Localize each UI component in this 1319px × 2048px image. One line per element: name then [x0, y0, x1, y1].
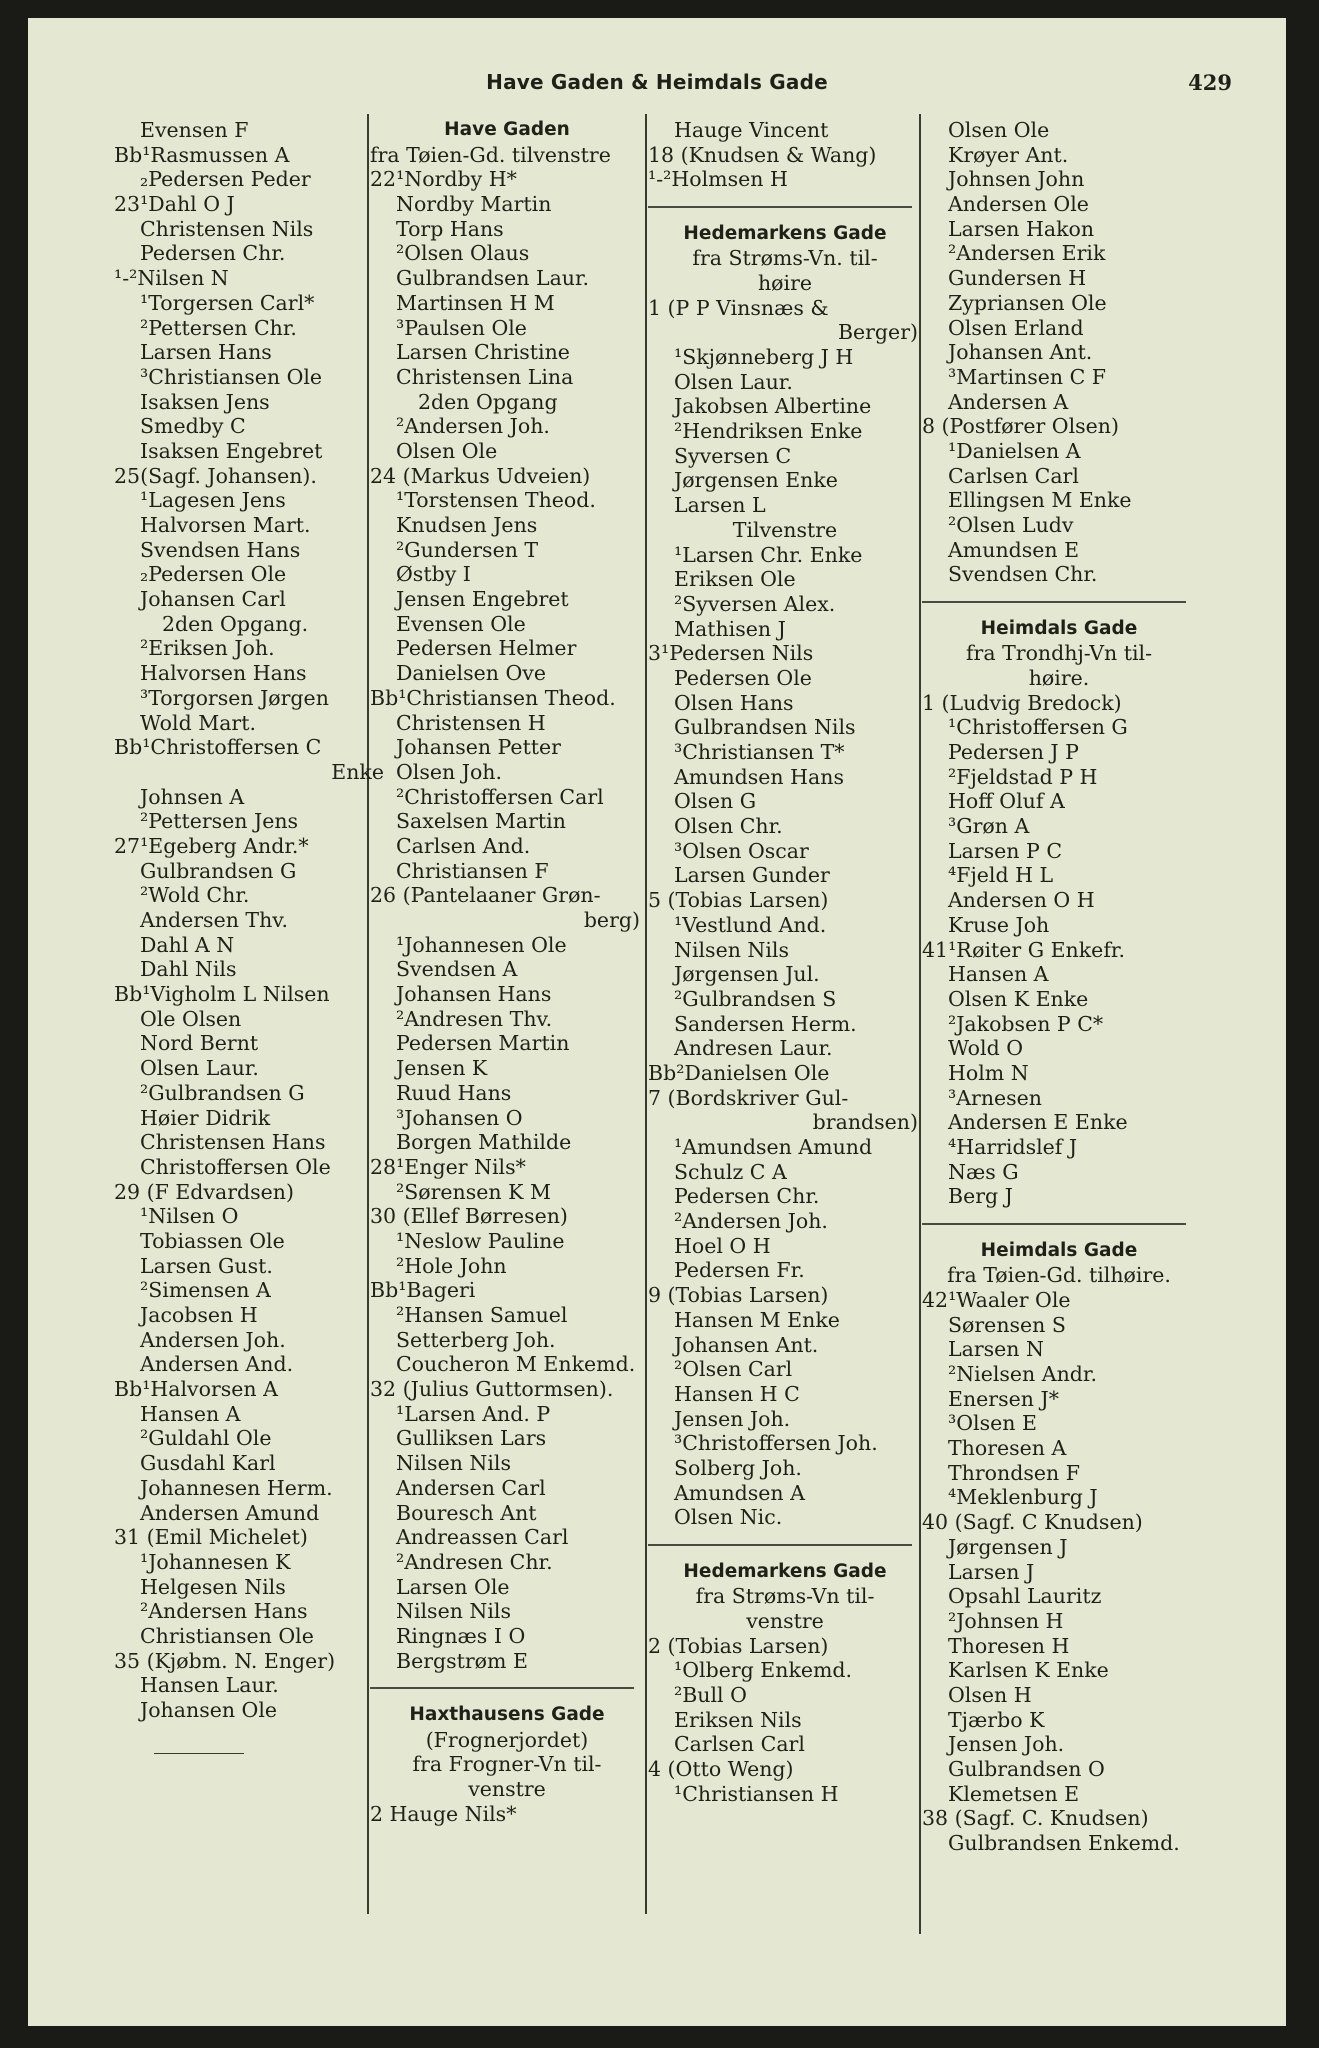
directory-entry: Thoresen A	[948, 1436, 1067, 1461]
directory-entry: ₂Pedersen Ole	[140, 562, 287, 587]
directory-entry: ⁴Harridslef J	[948, 1135, 1078, 1159]
directory-entry: Tilvenstre	[732, 517, 838, 542]
directory-entry: Andersen And.	[140, 1352, 294, 1377]
directory-entry: ³Martinsen C F	[948, 364, 1107, 389]
directory-entry: Olsen K Enke	[948, 986, 1089, 1011]
directory-entry: ³Arnesen	[948, 1085, 1043, 1110]
directory-entry: ²Syversen Alex.	[674, 591, 836, 616]
directory-entry: ²Andersen Erik	[948, 241, 1106, 266]
directory-entry: høire.	[1028, 665, 1090, 690]
directory-entry: Ringnæs I O	[396, 1623, 526, 1648]
directory-entry: Sørensen S	[948, 1312, 1066, 1337]
directory-entry: Hansen Laur.	[140, 1673, 279, 1698]
directory-entry: Christensen Nils	[140, 216, 314, 241]
directory-entry: Hansen A	[140, 1401, 241, 1426]
directory-entry: Nordby Martin	[396, 192, 552, 217]
directory-entry: ²Nielsen Andr.	[948, 1362, 1097, 1386]
directory-entry: ²Andersen Joh.	[396, 414, 550, 439]
directory-entry: ²Fjeldstad P H	[948, 764, 1098, 789]
directory-entry: ²Simensen A	[140, 1278, 271, 1303]
directory-entry: 24 (Markus Udveien)	[370, 463, 591, 488]
street-heading: Heimdals Gade	[980, 1239, 1138, 1261]
directory-entry: ³Christoffersen Joh.	[674, 1431, 878, 1456]
directory-entry: Amundsen E	[948, 537, 1080, 562]
directory-entry: Gundersen H	[948, 266, 1087, 291]
directory-entry: Christiansen Ole	[140, 1623, 314, 1648]
directory-entry: Gulbrandsen Laur.	[396, 266, 590, 291]
directory-entry: Holm N	[948, 1060, 1029, 1085]
directory-entry: ¹Danielsen A	[948, 438, 1081, 463]
directory-entry: ¹-²Nilsen N	[114, 266, 229, 291]
directory-entry: Mathisen J	[674, 616, 786, 641]
directory-entry: Kruse Joh	[948, 912, 1050, 937]
directory-entry: Bb²Danielsen Ole	[648, 1060, 830, 1085]
directory-entry: berg)	[583, 908, 640, 932]
directory-entry: 9 (Tobias Larsen)	[648, 1283, 829, 1308]
directory-entry: Larsen Gunder	[674, 863, 830, 888]
directory-entry: ¹Torstensen Theod.	[396, 488, 596, 513]
directory-entry: ²Wold Chr.	[140, 883, 250, 908]
directory-entry: Hansen H C	[674, 1381, 800, 1406]
directory-entry: Olsen Chr.	[674, 814, 783, 839]
directory-entry: fra Frogner-Vn til-	[412, 1752, 602, 1777]
directory-entry: Martinsen H M	[396, 290, 555, 315]
directory-entry: Olsen Laur.	[674, 369, 793, 394]
directory-entry: Larsen N	[948, 1337, 1044, 1362]
directory-entry: Bouresch Ant	[396, 1500, 537, 1525]
directory-entry: 1 (Ludvig Bredock)	[922, 690, 1122, 715]
directory-entry: ³Johansen O	[396, 1105, 523, 1130]
directory-entry: Andreassen Carl	[396, 1525, 569, 1550]
directory-entry: Krøyer Ant.	[948, 142, 1069, 167]
directory-entry: Ruud Hans	[396, 1080, 512, 1105]
directory-entry: Olsen Hans	[674, 690, 794, 715]
directory-entry: ²Gundersen T	[396, 537, 539, 562]
directory-entry: Jensen Joh.	[674, 1406, 791, 1431]
directory-entry: Evensen F	[140, 118, 249, 142]
directory-entry: Bb¹Vigholm L Nilsen	[114, 982, 330, 1007]
directory-entry: 40 (Sagf. C Knudsen)	[922, 1510, 1143, 1535]
directory-entry: 27¹Egeberg Andr.*	[114, 833, 309, 858]
page-header	[28, 70, 1286, 110]
directory-entry: Johnsen A	[140, 784, 245, 809]
directory-entry: Nord Bernt	[140, 1031, 259, 1056]
directory-entry: ¹Neslow Pauline	[396, 1228, 565, 1253]
directory-entry: Torp Hans	[396, 216, 504, 241]
directory-entry: Christensen Hans	[140, 1130, 326, 1155]
directory-entry: Pedersen Chr.	[674, 1184, 820, 1209]
directory-entry: 41¹Røiter G Enkefr.	[922, 937, 1125, 962]
directory-entry: ²Jakobsen P C*	[948, 1011, 1104, 1036]
directory-entry: Klemetsen E	[948, 1781, 1080, 1806]
directory-entry: Svendsen Chr.	[948, 562, 1098, 587]
directory-entry: Andersen Ole	[948, 192, 1089, 217]
directory-entry: fra Strøms-Vn til-	[695, 1584, 875, 1609]
directory-entry: Larsen L	[674, 493, 766, 518]
directory-entry: brandsen)	[812, 1110, 918, 1135]
directory-entry: Jørgensen J	[948, 1534, 1068, 1559]
directory-entry: ⁴Fjeld H L	[948, 863, 1054, 888]
section-divider	[922, 601, 1186, 603]
directory-entry: ¹Torgersen Carl*	[140, 290, 315, 315]
directory-entry: Pedersen Helmer	[396, 636, 577, 661]
directory-entry: Carlsen And.	[396, 833, 531, 858]
directory-entry: Thoresen H	[948, 1633, 1070, 1658]
directory-entry: 4 (Otto Weng)	[648, 1757, 794, 1781]
directory-entry: Dahl Nils	[140, 957, 237, 982]
directory-entry: Saxelsen Martin	[396, 809, 566, 834]
directory-entry: Johansen Hans	[396, 982, 552, 1007]
directory-entry: ²Pettersen Chr.	[140, 315, 297, 340]
column-4	[922, 118, 1196, 1856]
directory-entry: Johansen Ant.	[948, 340, 1093, 365]
directory-entry: Bb¹Christiansen Theod.	[370, 685, 616, 710]
directory-entry: Nilsen Nils	[396, 1451, 511, 1476]
directory-entry: Pedersen Martin	[396, 1031, 570, 1056]
directory-entry: 32 (Julius Guttormsen).	[370, 1377, 614, 1402]
directory-entry: Coucheron M Enkemd.	[396, 1352, 636, 1377]
directory-entry: Eriksen Nils	[674, 1707, 802, 1732]
directory-entry: Johnsen John	[948, 167, 1085, 192]
directory-entry: Hauge Vincent	[674, 118, 829, 142]
directory-entry: Hansen A	[948, 962, 1049, 987]
directory-entry: Jacobsen H	[140, 1303, 258, 1327]
directory-entry: Jørgensen Jul.	[674, 962, 820, 987]
directory-entry: Nilsen Nils	[396, 1599, 511, 1624]
directory-entry: Isaksen Engebret	[140, 438, 323, 463]
directory-entry: 25(Sagf. Johansen).	[114, 463, 317, 488]
directory-entry: Svendsen Hans	[140, 537, 301, 562]
directory-entry: Ellingsen M Enke	[948, 488, 1132, 513]
directory-entry: ¹Lagesen Jens	[140, 488, 286, 513]
column-3	[648, 118, 922, 1806]
directory-entry: Karlsen K Enke	[948, 1658, 1109, 1683]
directory-entry: Enke	[331, 759, 384, 784]
directory-entry: Andersen A	[948, 389, 1069, 414]
directory-entry: Christensen H	[396, 710, 546, 735]
directory-entry: 2den Opgang.	[162, 611, 309, 636]
directory-entry: 29 (F Edvardsen)	[114, 1179, 295, 1204]
directory-entry: Larsen Ole	[396, 1574, 510, 1599]
directory-entry: ²Gulbrandsen G	[140, 1080, 305, 1105]
directory-entry: ²Johnsen H	[948, 1608, 1064, 1633]
directory-entry: Gulbrandsen Nils	[674, 715, 856, 740]
directory-entry: Syversen C	[674, 443, 792, 468]
directory-entry: Hoel O H	[674, 1233, 771, 1258]
directory-entry: ²Christoffersen Carl	[396, 784, 604, 809]
directory-entry: 22¹Nordby H*	[370, 167, 517, 192]
directory-entry: ⁴Meklenburg J	[948, 1485, 1098, 1510]
directory-entry: ³Christiansen Ole	[140, 364, 323, 389]
directory-entry: ¹Skjønneberg J H	[674, 345, 854, 369]
directory-entry: Andersen E Enke	[948, 1110, 1128, 1135]
section-divider	[648, 1544, 912, 1546]
directory-entry: Larsen J	[948, 1559, 1035, 1584]
directory-entry: Tobiassen Ole	[140, 1228, 285, 1253]
directory-entry: 2 (Tobias Larsen)	[648, 1633, 829, 1658]
directory-entry: Throndsen F	[948, 1460, 1080, 1485]
directory-entry: ³Olsen Oscar	[674, 838, 809, 863]
directory-entry: høire	[757, 270, 813, 295]
directory-entry: ¹Nilsen O	[140, 1204, 239, 1229]
column-1	[114, 118, 388, 1754]
directory-page	[28, 18, 1286, 2026]
directory-entry: ³Christiansen T*	[674, 740, 845, 764]
directory-entry: Wold O	[948, 1036, 1024, 1061]
section-divider	[648, 206, 912, 208]
directory-entry: ¹Vestlund And.	[674, 912, 827, 937]
directory-entry: Gulbrandsen O	[948, 1757, 1105, 1781]
section-divider	[922, 1223, 1186, 1225]
directory-entry: Høier Didrik	[140, 1105, 271, 1130]
directory-entry: ²Hole John	[396, 1253, 507, 1278]
directory-entry: Olsen Erland	[948, 315, 1084, 340]
directory-entry: ¹Olberg Enkemd.	[674, 1658, 853, 1683]
directory-entry: ¹Larsen Chr. Enke	[674, 542, 863, 567]
directory-entry: Johannesen Herm.	[140, 1475, 333, 1500]
end-rule	[154, 1753, 244, 1755]
directory-entry: Christiansen F	[396, 858, 549, 883]
directory-entry: Enersen J*	[948, 1386, 1059, 1411]
directory-entry: Hansen M Enke	[674, 1307, 840, 1332]
column-divider	[645, 114, 647, 1914]
directory-entry: Larsen Christine	[396, 340, 570, 365]
directory-entry: Gulbrandsen Enkemd.	[948, 1831, 1180, 1856]
directory-entry: Olsen Nic.	[674, 1505, 783, 1530]
directory-entry: Jensen K	[396, 1056, 488, 1081]
directory-entry: Andersen Carl	[396, 1475, 546, 1500]
directory-entry: Isaksen Jens	[140, 389, 270, 414]
directory-entry: Bb¹Halvorsen A	[114, 1377, 278, 1402]
directory-entry: Olsen Laur.	[140, 1056, 259, 1081]
directory-entry: Larsen P C	[948, 838, 1063, 863]
directory-entry: Jensen Joh.	[948, 1732, 1065, 1757]
directory-entry: ¹Christoffersen G	[948, 715, 1128, 740]
directory-entry: Smedby C	[140, 414, 246, 439]
directory-entry: Carlsen Carl	[674, 1732, 805, 1757]
directory-entry: venstre	[468, 1776, 546, 1801]
directory-entry: Johansen Ole	[140, 1698, 278, 1722]
directory-entry: Amundsen A	[674, 1480, 805, 1505]
directory-entry: Gulliksen Lars	[396, 1426, 547, 1451]
street-heading: Haxthausens Gade	[409, 1703, 605, 1725]
directory-entry: Olsen Ole	[396, 438, 498, 463]
directory-entry: fra Strøms-Vn. til-	[692, 246, 878, 271]
directory-entry: Borgen Mathilde	[396, 1130, 572, 1155]
directory-entry: Sandersen Herm.	[674, 1011, 857, 1036]
directory-entry: ³Grøn A	[948, 814, 1030, 839]
directory-entry: 26 (Pantelaaner Grøn-	[370, 883, 601, 908]
directory-entry: 30 (Ellef Børresen)	[370, 1204, 568, 1229]
directory-entry: ¹-²Holmsen H	[648, 167, 788, 192]
directory-entry: Olsen Ole	[948, 118, 1050, 142]
directory-entry: Larsen Hans	[140, 340, 272, 365]
directory-entry: 2den Opgang	[418, 389, 558, 414]
directory-entry: ²Hansen Samuel	[396, 1303, 568, 1327]
directory-entry: Johansen Ant.	[674, 1332, 819, 1357]
directory-entry: Setterberg Joh.	[396, 1327, 556, 1352]
directory-entry: 8 (Postfører Olsen)	[922, 414, 1120, 439]
directory-entry: ¹Johannesen Ole	[396, 932, 567, 957]
directory-entry: venstre	[746, 1608, 824, 1633]
directory-entry: ²Andersen Joh.	[674, 1209, 828, 1234]
directory-entry: ²Hendriksen Enke	[674, 419, 863, 444]
directory-entry: Pedersen Ole	[674, 665, 812, 690]
page-number: 429	[1188, 70, 1232, 95]
directory-entry: Jensen Engebret	[396, 587, 569, 612]
directory-entry: ¹Larsen And. P	[396, 1401, 551, 1426]
directory-entry: Danielsen Ove	[396, 661, 546, 686]
column-2	[370, 118, 644, 1826]
directory-entry: 1 (P P Vinsnæs &	[648, 295, 829, 320]
directory-entry: Andersen Amund	[140, 1500, 320, 1525]
directory-entry: ²Bull O	[674, 1682, 747, 1707]
directory-entry: 2 Hauge Nils*	[370, 1801, 517, 1826]
directory-entry: Solberg Joh.	[674, 1455, 802, 1480]
directory-entry: ²Andresen Thv.	[396, 1006, 553, 1031]
directory-entry: Christoffersen Ole	[140, 1154, 331, 1179]
directory-entry: ²Guldahl Ole	[140, 1426, 272, 1451]
directory-entry: Jakobsen Albertine	[674, 394, 872, 419]
directory-entry: Pedersen Fr.	[674, 1258, 805, 1283]
street-heading: Heimdals Gade	[980, 617, 1138, 639]
directory-entry: 23¹Dahl O J	[114, 192, 235, 217]
directory-entry: Andersen O H	[948, 888, 1095, 913]
directory-entry: Halvorsen Mart.	[140, 513, 311, 537]
page-title: Have Gaden & Heimdals Gade	[486, 70, 828, 94]
directory-entry: Olsen H	[948, 1682, 1032, 1707]
directory-entry: ³Paulsen Ole	[396, 315, 527, 340]
directory-entry: Jørgensen Enke	[674, 468, 838, 493]
directory-entry: fra Tøien-Gd. tilhøire.	[947, 1263, 1171, 1288]
directory-entry: Opsahl Lauritz	[948, 1584, 1102, 1609]
directory-entry: Ole Olsen	[140, 1006, 242, 1031]
directory-entry: Bb¹Rasmussen A	[114, 142, 290, 167]
directory-entry: ²Olsen Carl	[674, 1357, 793, 1382]
directory-entry: 42¹Waaler Ole	[922, 1287, 1071, 1312]
directory-entry: Eriksen Ole	[674, 567, 796, 592]
directory-entry: Bergstrøm E	[396, 1648, 528, 1673]
directory-entry: 3¹Pedersen Nils	[648, 641, 814, 666]
directory-entry: Nilsen Nils	[674, 937, 789, 962]
directory-entry: ²Sørensen K M	[396, 1179, 551, 1204]
directory-entry: 28¹Enger Nils*	[370, 1154, 526, 1179]
directory-entry: Helgesen Nils	[140, 1574, 286, 1599]
directory-entry: Berger)	[837, 320, 918, 345]
directory-entry: Dahl A N	[140, 932, 235, 957]
directory-entry: Bb¹Christoffersen C	[114, 735, 322, 760]
directory-entry: Halvorsen Hans	[140, 661, 307, 686]
directory-entry: Wold Mart.	[140, 710, 256, 735]
street-heading: Have Gaden	[444, 119, 570, 140]
directory-entry: Gusdahl Karl	[140, 1451, 276, 1476]
directory-entry: 38 (Sagf. C. Knudsen)	[922, 1806, 1149, 1831]
directory-entry: Østby I	[396, 562, 471, 587]
directory-entry: Carlsen Carl	[948, 463, 1079, 488]
directory-entry: (Frognerjordet)	[425, 1727, 589, 1752]
directory-entry: Svendsen A	[396, 957, 518, 982]
directory-entry: ¹Johannesen K	[140, 1549, 291, 1574]
directory-entry: ²Olsen Ludv	[948, 513, 1074, 537]
directory-entry: Larsen Gust.	[140, 1253, 273, 1278]
directory-entry: fra Tøien-Gd. tilvenstre	[370, 142, 611, 167]
directory-entry: fra Trondhj-Vn til-	[965, 641, 1153, 666]
directory-entry: ¹Amundsen Amund	[674, 1135, 873, 1159]
directory-entry: Berg J	[948, 1184, 1013, 1209]
directory-entry: Schulz C A	[674, 1159, 787, 1184]
directory-entry: ²Eriksen Joh.	[140, 636, 275, 661]
directory-entry: Tjærbo K	[948, 1707, 1045, 1732]
directory-entry: Johansen Carl	[140, 587, 286, 612]
directory-entry: ²Olsen Olaus	[396, 241, 530, 266]
directory-entry: ²Andersen Hans	[140, 1599, 308, 1624]
directory-entry: ₂Pedersen Peder	[140, 167, 311, 192]
directory-entry: ³Torgorsen Jørgen	[140, 685, 329, 710]
directory-entry: ²Pettersen Jens	[140, 809, 299, 834]
directory-entry: ²Gulbrandsen S	[674, 986, 837, 1011]
directory-entry: Pedersen J P	[948, 740, 1079, 764]
directory-entry: Olsen Joh.	[396, 759, 503, 784]
directory-entry: Hoff Oluf A	[948, 789, 1065, 814]
street-heading: Hedemarkens Gade	[683, 1560, 887, 1582]
directory-entry: Zypriansen Ole	[948, 290, 1107, 315]
directory-entry: Gulbrandsen G	[140, 858, 297, 883]
directory-entry: 31 (Emil Michelet)	[114, 1525, 308, 1550]
directory-entry: Evensen Ole	[396, 611, 526, 636]
directory-entry: Andersen Joh.	[140, 1327, 286, 1352]
directory-entry: Christensen Lina	[396, 364, 574, 389]
directory-entry: 18 (Knudsen & Wang)	[648, 142, 877, 167]
directory-entry: ³Olsen E	[948, 1411, 1037, 1436]
directory-entry: ²Andresen Chr.	[396, 1549, 553, 1574]
directory-entry: Knudsen Jens	[396, 513, 538, 537]
directory-entry: Olsen G	[674, 789, 757, 814]
directory-entry: 7 (Bordskriver Gul-	[648, 1085, 849, 1110]
directory-entry: Larsen Hakon	[948, 216, 1095, 241]
section-divider	[370, 1687, 634, 1689]
directory-entry: ¹Christiansen H	[674, 1781, 839, 1806]
street-heading: Hedemarkens Gade	[683, 222, 887, 244]
directory-entry: Andersen Thv.	[140, 908, 288, 932]
directory-entry: Bb¹Bageri	[370, 1278, 476, 1303]
directory-entry: 35 (Kjøbm. N. Enger)	[114, 1648, 336, 1673]
directory-entry: 5 (Tobias Larsen)	[648, 888, 829, 913]
directory-entry: Amundsen Hans	[674, 764, 844, 789]
directory-entry: Pedersen Chr.	[140, 241, 286, 266]
directory-entry: Næs G	[948, 1159, 1019, 1184]
directory-entry: Johansen Petter	[396, 735, 561, 760]
directory-entry: Andresen Laur.	[674, 1036, 833, 1061]
